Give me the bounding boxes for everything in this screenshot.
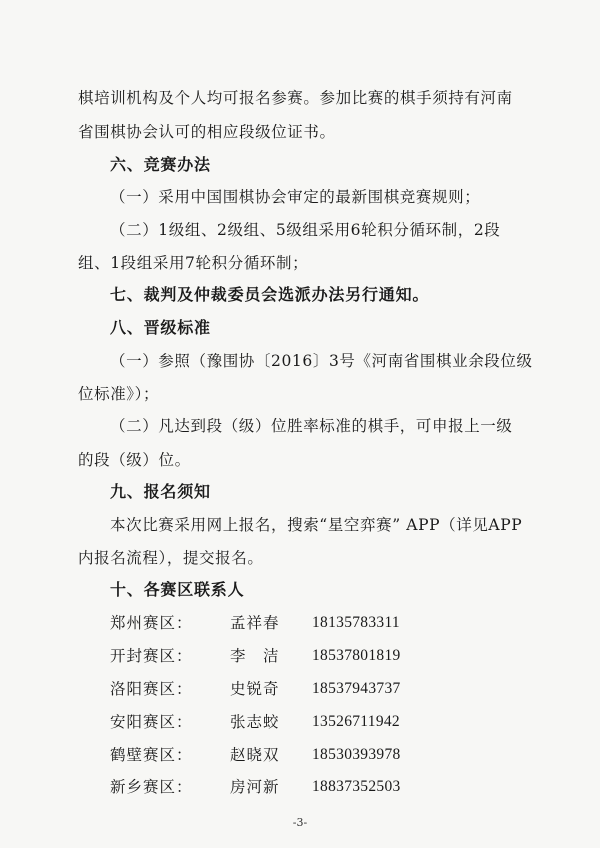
contact-region: 新乡赛区： xyxy=(110,778,193,796)
contact-phone: 18530393978 xyxy=(312,746,401,763)
contact-row xyxy=(110,645,530,667)
paragraph-line: 棋培训机构及个人均可报名参赛。参加比赛的棋手须持有河南 xyxy=(78,89,513,107)
paragraph-line: （一）采用中国围棋协会审定的最新围棋竞赛规则； xyxy=(110,188,481,206)
paragraph-line: 内报名流程），提交报名。 xyxy=(78,549,264,567)
section-heading-8: 八、晋级标准 xyxy=(110,318,211,337)
contact-region: 郑州赛区： xyxy=(110,614,193,632)
contact-phone: 18537801819 xyxy=(312,647,401,664)
contact-region: 鹤壁赛区： xyxy=(110,746,193,764)
paragraph-line: 组、1段组采用7轮积分循环制； xyxy=(78,254,309,272)
contact-row xyxy=(110,711,530,733)
contact-phone: 18135783311 xyxy=(312,614,400,631)
contact-row xyxy=(110,612,530,634)
paragraph-line: 位标准》）； xyxy=(78,385,160,403)
contact-row xyxy=(110,678,530,700)
paragraph-line: 本次比赛采用网上报名，搜索“星空弈赛” APP（详见APP xyxy=(110,516,523,534)
page-number: -3- xyxy=(292,816,308,829)
contact-row xyxy=(110,744,530,766)
paragraph-line: （一）参照（豫围协〔2016〕3号《河南省围棋业余段位级 xyxy=(110,352,533,370)
contact-phone: 13526711942 xyxy=(312,713,400,730)
paragraph-line: （二）1级组、2级组、5级组采用6轮积分循环制，2段 xyxy=(110,221,501,239)
contact-name: 房河新 xyxy=(230,778,280,796)
contact-phone: 18837352503 xyxy=(312,778,401,795)
contact-phone: 18537943737 xyxy=(312,680,401,697)
paragraph-line: 省围棋协会认可的相应段级位证书。 xyxy=(78,123,336,141)
section-heading-6: 六、竞赛办法 xyxy=(110,155,211,174)
contact-region: 洛阳赛区： xyxy=(110,680,193,698)
contact-name: 孟祥春 xyxy=(230,614,280,632)
paragraph-line: 的段（级）位。 xyxy=(78,451,191,469)
paragraph-line: （二）凡达到段（级）位胜率标准的棋手，可申报上一级 xyxy=(110,417,513,435)
section-heading-7: 七、裁判及仲裁委员会选派办法另行通知。 xyxy=(110,285,430,304)
contact-region: 开封赛区： xyxy=(110,647,193,665)
contact-name: 史锐奇 xyxy=(230,680,280,698)
contact-name: 张志蛟 xyxy=(230,713,280,731)
section-heading-10: 十、各赛区联系人 xyxy=(110,580,245,599)
contact-name: 赵晓双 xyxy=(230,746,280,764)
contact-name: 李 洁 xyxy=(230,647,280,665)
contact-region: 安阳赛区： xyxy=(110,713,193,731)
section-heading-9: 九、报名须知 xyxy=(110,482,211,501)
contact-row xyxy=(110,776,530,798)
